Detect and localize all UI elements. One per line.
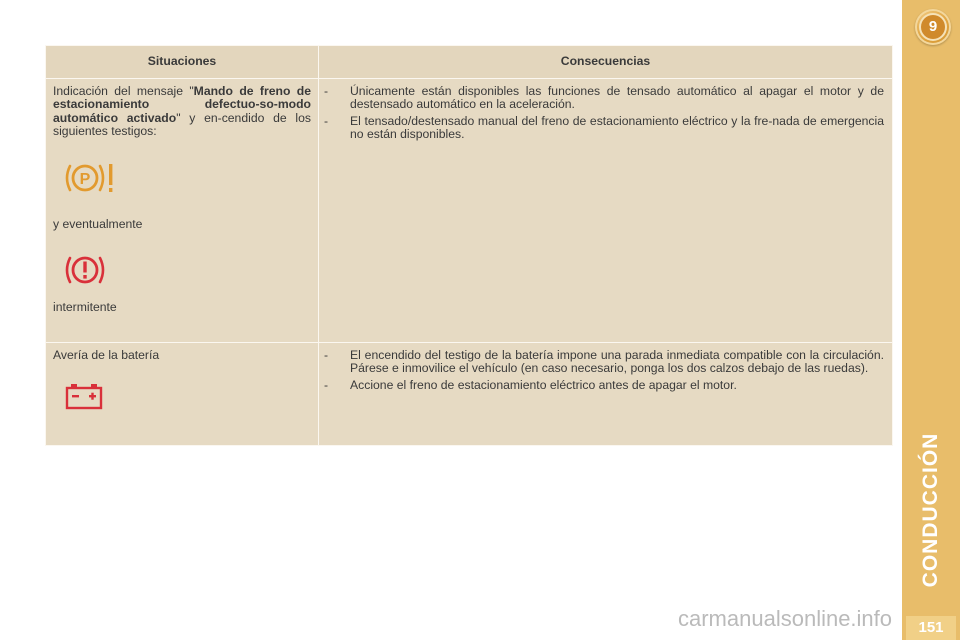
chapter-badge <box>915 9 951 45</box>
situation-cell <box>46 79 319 343</box>
info-table <box>45 45 893 446</box>
situation-cell <box>46 343 319 446</box>
consequence-text: El tensado/destensado manual del freno de estacionamiento eléctrico y la fre-nada de emergencia no están disponibles. <box>350 113 884 141</box>
chapter-number: 9 <box>921 15 945 39</box>
consequences-cell <box>319 79 893 343</box>
list-item: - Únicamente están disponibles las funciones de tensado automático al apagar el motor y de destensado automático en la aceleración. <box>324 84 884 112</box>
situation-text: Avería de la batería <box>53 348 160 362</box>
situation-between-text: y eventualmente <box>53 217 143 232</box>
battery-icon <box>65 382 311 416</box>
list-item: - El tensado/destensado manual del freno de estacionamiento eléctrico y la fre-nada de emergencia no están disponibles. <box>324 113 884 141</box>
list-item: - El encendido del testigo de la batería impone una parada inmediata compatible con la circulación. Párese e inmovilice el vehículo (en caso necesario, ponga los dos calzos debajo de las ruedas). <box>324 348 884 376</box>
parking-brake-warning-icon <box>63 161 311 195</box>
watermark: carmanualsonline.info <box>678 606 893 631</box>
table-row <box>46 343 893 446</box>
section-title: CONDUCCIÓN <box>919 432 942 588</box>
svg-text:P: P <box>79 171 91 189</box>
list-item: - Accione el freno de estacionamiento eléctrico antes de apagar el motor. <box>324 377 737 392</box>
situation-text-suffix: " y en-cendido de los siguientes testigos: <box>53 110 311 138</box>
situation-message-bold: Mando de freno de estacionamiento defectuo-so-modo automático activado <box>53 84 311 125</box>
consequence-text: El encendido del testigo de la batería impone una parada inmediata compatible con la circulación. Párese e inmovilice el vehículo (en caso necesario, ponga los dos calzos debajo de las ruedas). <box>350 348 884 376</box>
situation-text-prefix: Indicación del mensaje " <box>53 84 194 98</box>
situation-after-text: intermitente <box>53 300 117 315</box>
consequences-cell <box>319 343 893 446</box>
brake-warning-icon <box>63 253 311 287</box>
consequences-list <box>324 349 884 392</box>
header-situaciones: Situaciones <box>46 46 319 79</box>
consequences-list <box>324 85 884 141</box>
page-number: 151 <box>906 616 956 640</box>
consequence-text: Únicamente están disponibles las funciones de tensado automático al apagar el motor y de destensado automático en la aceleración. <box>350 84 884 112</box>
header-consecuencias: Consecuencias <box>319 46 893 79</box>
table-header-row <box>46 46 893 79</box>
consequence-text: Accione el freno de estacionamiento eléctrico antes de apagar el motor. <box>350 377 737 392</box>
table-row <box>46 79 893 343</box>
